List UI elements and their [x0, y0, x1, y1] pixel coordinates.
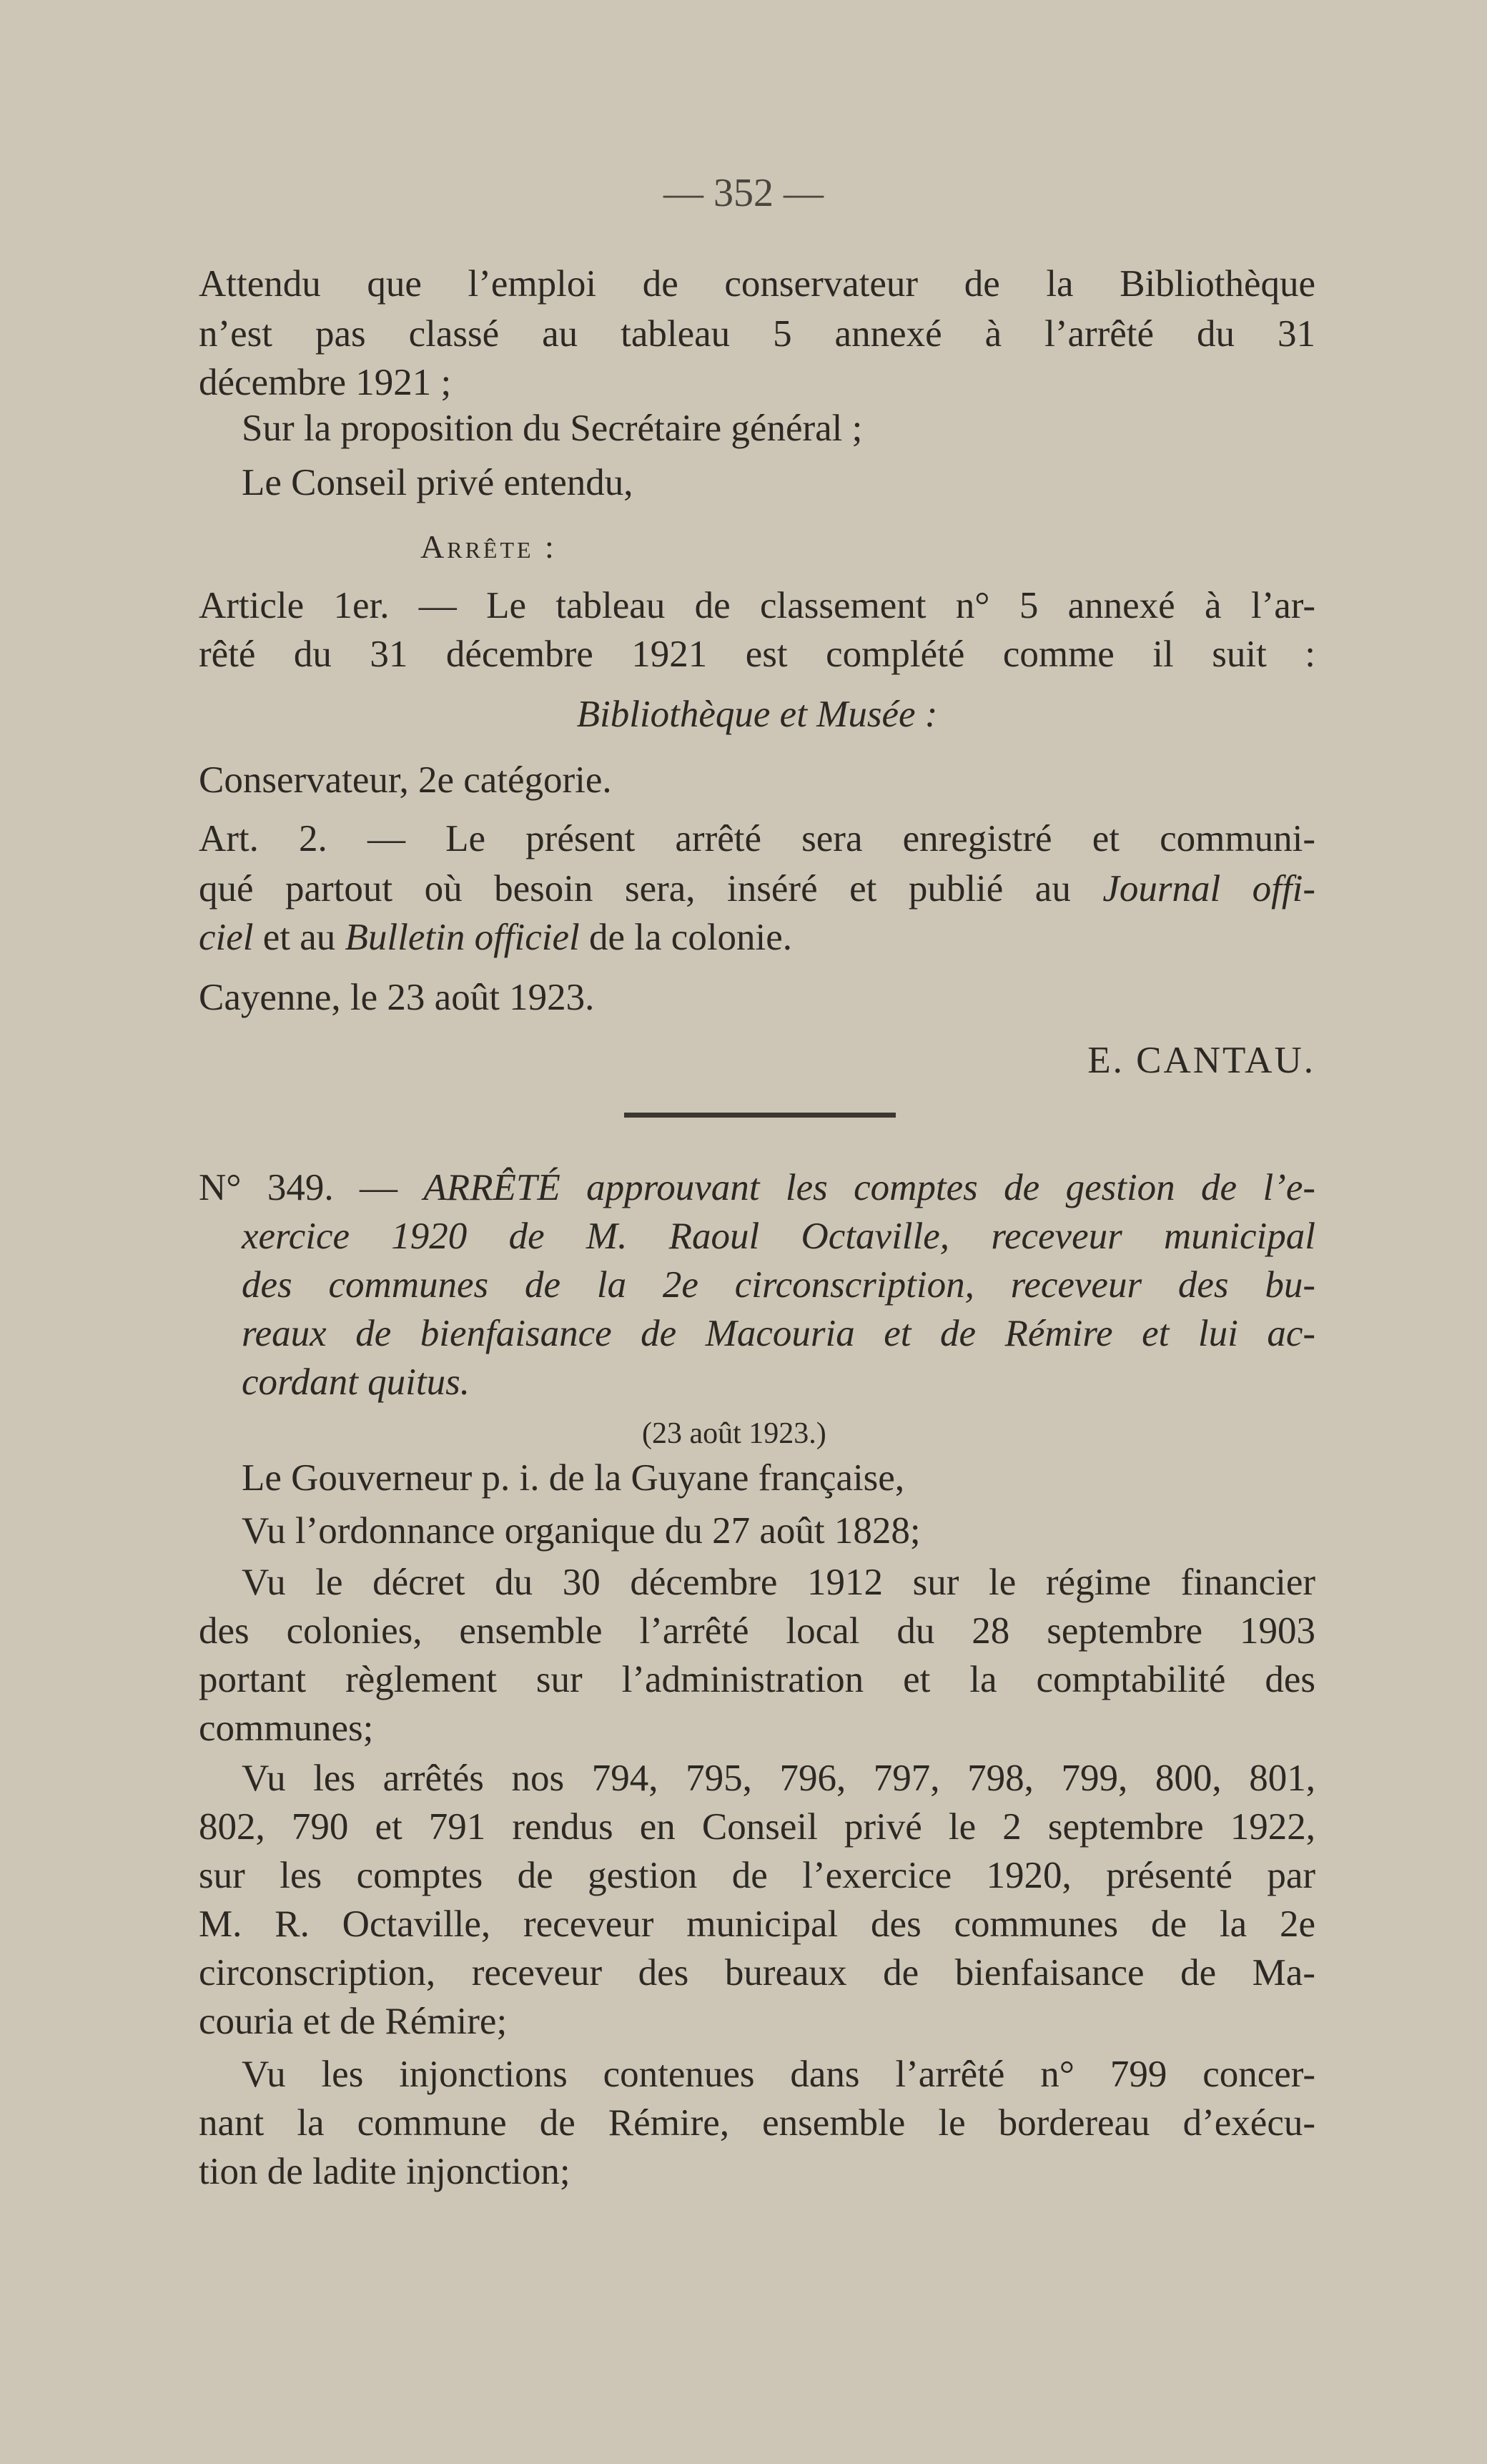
arrete-heading: Arrête : — [420, 528, 557, 565]
signature: E. CANTAU. — [1087, 1040, 1315, 1081]
line-text: ciel — [199, 917, 254, 958]
paragraph-line: Vu le décret du 30 décembre 1912 sur le régime financier — [242, 1562, 1315, 1603]
paragraph-line — [199, 864, 1315, 914]
paragraph-line: M. R. Octaville, receveur municipal des communes de la 2e — [199, 1903, 1315, 1945]
decree-title: ARRÊTÉ approuvant les comptes de gestion de l’e- — [423, 1167, 1315, 1208]
paragraph-line: nant la commune de Rémire, ensemble le bordereau d’exécu- — [199, 2102, 1315, 2144]
paragraph-line: n’est pas classé au tableau 5 annexé à l’arrêté du 31 — [199, 313, 1315, 355]
paragraph-line: tion de ladite injonction; — [199, 2151, 570, 2192]
paragraph-line: Sur la proposition du Secrétaire général ; — [242, 408, 863, 449]
paragraph-line: décembre 1921 ; — [199, 362, 452, 403]
decree-number: N° 349. — — [199, 1167, 424, 1208]
decree-title-line: reaux de bienfaisance de Macouria et de Rémire et lui ac- — [242, 1313, 1315, 1354]
paragraph-line: communes; — [199, 1707, 374, 1749]
paragraph-line: Vu les arrêtés nos 794, 795, 796, 797, 798, 799, 800, 801, — [242, 1758, 1315, 1799]
line-text: et au — [253, 917, 345, 958]
decree-title-line — [199, 1163, 1315, 1213]
place-date: Cayenne, le 23 août 1923. — [199, 977, 595, 1018]
decree-title-line: cordant quitus. — [242, 1361, 470, 1403]
page-number: — 352 — — [663, 171, 824, 215]
paragraph-line: Vu les injonctions contenues dans l’arrêté n° 799 concer- — [242, 2054, 1315, 2095]
paragraph-line: Conservateur, 2e catégorie. — [199, 759, 612, 801]
paragraph-line — [199, 912, 1315, 962]
line-text: de la colonie. — [579, 917, 793, 958]
section-subheading: Bibliothèque et Musée : — [576, 694, 938, 735]
decree-date: (23 août 1923.) — [642, 1417, 826, 1450]
paragraph-line: Art. 2. — Le présent arrêté sera enregistré et communi- — [199, 818, 1315, 859]
paragraph-line: couria et de Rémire; — [199, 2001, 508, 2042]
decree-title-line: xercice 1920 de M. Raoul Octaville, receveur municipal — [242, 1216, 1315, 1257]
paragraph-line: sur les comptes de gestion de l’exercice 1920, présenté par — [199, 1855, 1315, 1896]
bulletin-officiel-ref: Bulletin officiel — [345, 917, 580, 958]
decree-title-line: des communes de la 2e circonscription, receveur des bu- — [242, 1264, 1315, 1306]
paragraph-line: Le Conseil privé entendu, — [242, 462, 633, 503]
paragraph-line: Article 1er. — Le tableau de classement n° 5 annexé à l’ar- — [199, 585, 1315, 626]
paragraph-line: Vu l’ordonnance organique du 27 août 1828; — [242, 1510, 921, 1552]
separator-rule — [624, 1113, 896, 1118]
line-text: qué partout où besoin sera, inséré et publié au — [199, 868, 1103, 910]
paragraph-line: des colonies, ensemble l’arrêté local du 28 septembre 1903 — [199, 1610, 1315, 1652]
paragraph-line: rêté du 31 décembre 1921 est complété comme il suit : — [199, 634, 1315, 675]
paragraph-line: circonscription, receveur des bureaux de bienfaisance de Ma- — [199, 1952, 1315, 1994]
paragraph-line: Attendu que l’emploi de conservateur de la Bibliothèque — [199, 263, 1315, 305]
journal-officiel-ref: Journal offi- — [1102, 868, 1316, 910]
paragraph-line: 802, 790 et 791 rendus en Conseil privé le 2 septembre 1922, — [199, 1806, 1315, 1848]
paragraph-line: portant règlement sur l’administration et la comptabilité des — [199, 1659, 1315, 1700]
paragraph-line: Le Gouverneur p. i. de la Guyane française, — [242, 1457, 905, 1499]
